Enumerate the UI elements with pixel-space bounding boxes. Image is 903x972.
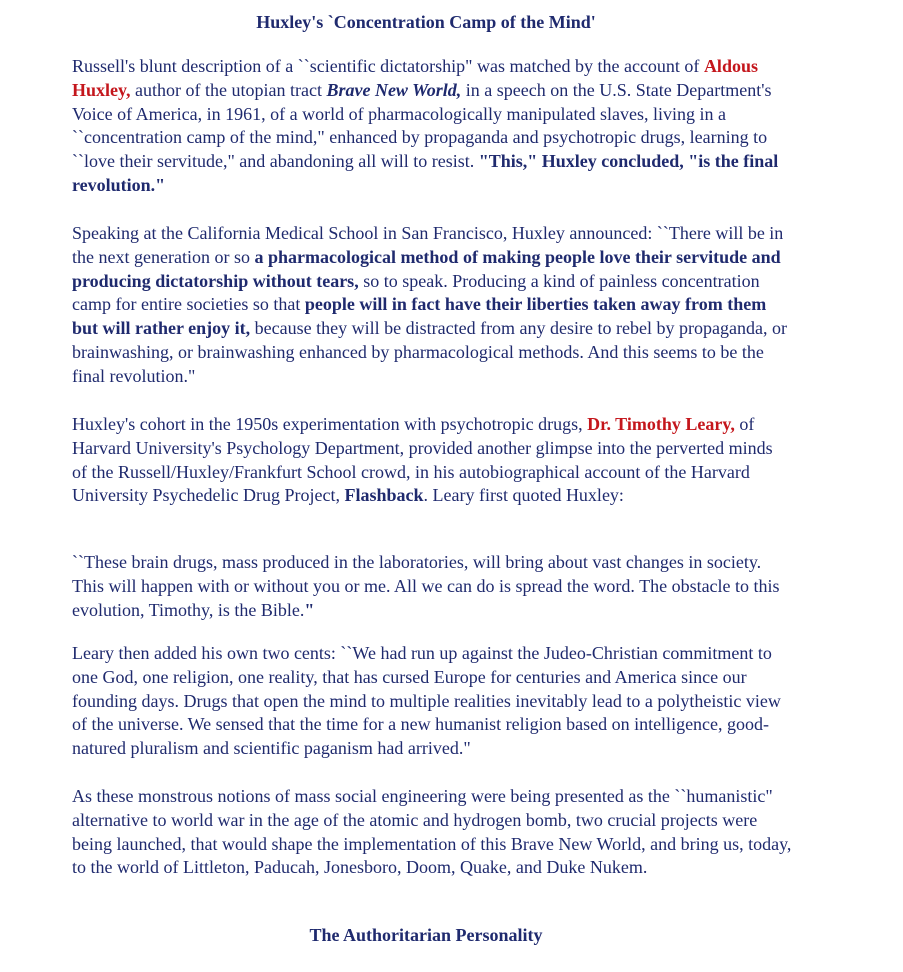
book-title-flashback: Flashback (344, 485, 424, 506)
section-title: The Authoritarian Personality (309, 925, 543, 945)
paragraph-california-speech (72, 222, 792, 389)
text: in a speech on the U.S. State Department's Voice of America, in 1961, of a world of pharmacologically manipulated slaves, living in a ``concentration camp of the mind," enhanced by propaganda and psychotropic drugs, learning to ``love their servitude," and abandoning all will to resist. (72, 79, 772, 172)
paragraph-leary-intro (72, 413, 792, 508)
page-title: Huxley's `Concentration Camp of the Mind' (256, 12, 596, 32)
huxley-quote: "This," Huxley concluded, "is the final revolution." (72, 151, 779, 195)
paragraph-social-engineering: As these monstrous notions of mass social engineering were being presented as the ``humanistic" alternative to world war in the age of the atomic and hydrogen bomb, two crucial projects were being launched, that would shape the implementation of this Brave New World, and bring us, today, to the world of Littleton, Paducah, Jonesboro, Doom, Quake, and Duke Nukem. (72, 786, 792, 878)
emphasis-pharmacological-method: a pharmacological method of making people love their servitude and producing dictatorship without tears, (72, 246, 781, 291)
paragraph-leary-two-cents: Leary then added his own two cents: ``We had run up against the Judeo-Christian commitment to one God, one religion, one reality, that has cursed Europe for centuries and America since our founding days. Drugs that open the mind to multiple realities inevitably lead to a polytheistic view of the universe. We sensed that the time for a new humanist religion based on intelligence, good-natured pluralism and scientific paganism had arrived." (72, 643, 781, 759)
text: Huxley's cohort in the 1950s experimentation with psychotropic drugs, (72, 414, 588, 434)
paragraph-huxley-intro (72, 55, 792, 198)
text: author of the utopian tract (130, 79, 327, 100)
book-title-brave-new-world: Brave New World, (326, 79, 462, 100)
name-aldous-huxley: Aldous Huxley, (72, 56, 758, 100)
name-timothy-leary: Dr. Timothy Leary, (587, 414, 735, 434)
text: Speaking at the California Medical School in San Francisco, Huxley announced: ``There will be in the next generation or so (72, 223, 784, 267)
emphasis-liberties: people will in fact have their liberties taken away from them but will rather enjoy it, (72, 294, 767, 339)
text: ``These brain drugs, mass produced in the laboratories, will bring about vast changes in society. This will happen with or without you or me. All we can do is spread the word. The obstacle to this evolution, Timothy, is the Bible. (72, 552, 780, 620)
text: because they will be distracted from any desire to rebel by propaganda, or brainwashing, or brainwashing enhanced by pharmacological methods. And this seems to be the final revolution." (72, 318, 787, 386)
text: of Harvard University's Psychology Department, provided another glimpse into the perverted minds of the Russell/Huxley/Frankfurt School crowd, in his autobiographical account of the Harvard University Psychedelic Drug Project, (72, 414, 773, 506)
text: . Leary first quoted Huxley: (423, 485, 624, 506)
text: Russell's blunt description of a ``scientific dictatorship" was matched by the account of (72, 56, 704, 76)
text: so to speak. Producing a kind of painless concentration camp for entire societies so that (72, 270, 760, 315)
closing-quote: " (304, 599, 315, 620)
paragraph-brain-drugs-quote (72, 551, 792, 622)
